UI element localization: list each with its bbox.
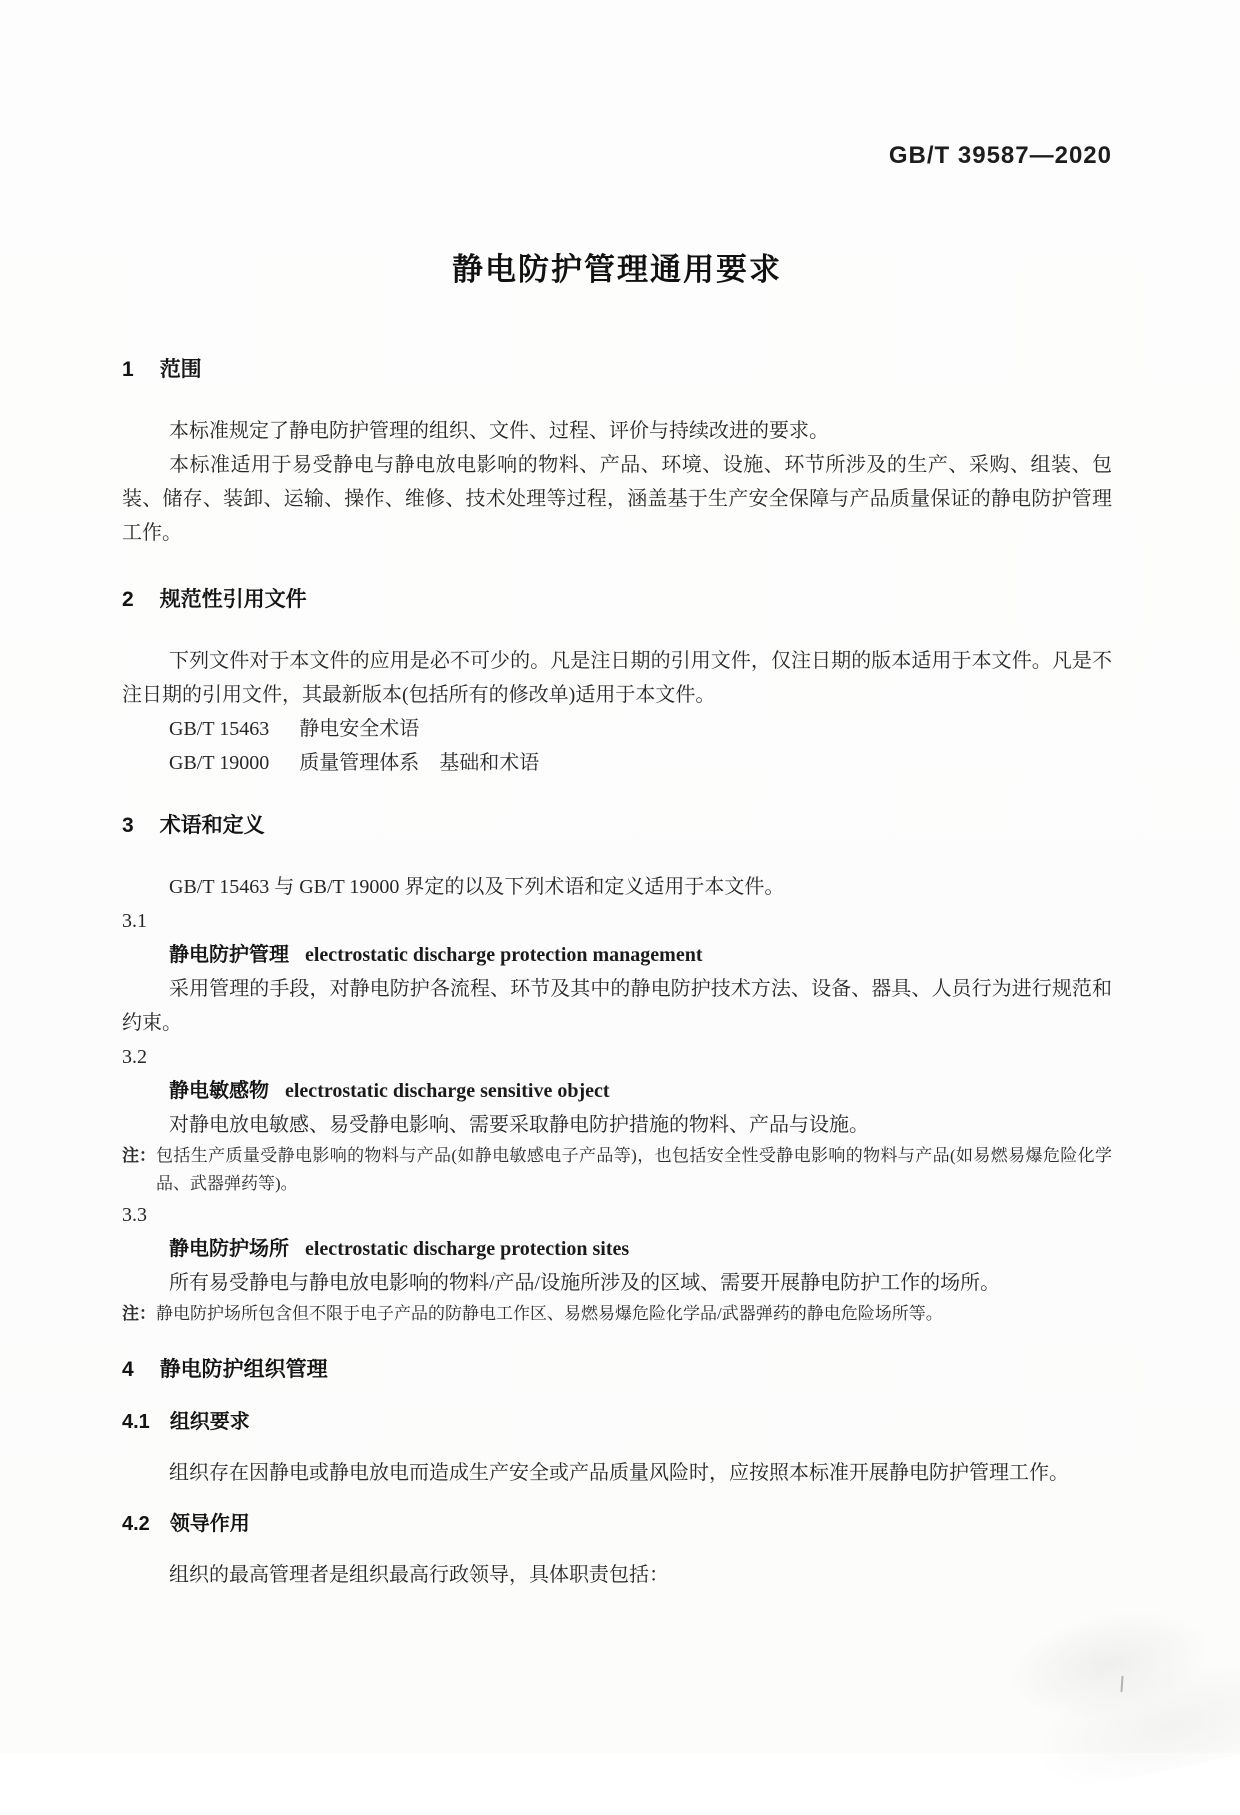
subclause-4-2-heading [122, 1510, 1112, 1538]
clause-2-intro: 下列文件对于本文件的应用是必不可少的。凡是注日期的引用文件，仅注日期的版本适用于本文件。凡是不注日期的引用文件，其最新版本(包括所有的修改单)适用于本文件。 [122, 650, 1112, 706]
term-id: 3.3 [122, 1204, 147, 1226]
term-id: 3.1 [122, 910, 147, 932]
scan-speck-artifact [1120, 1676, 1123, 1692]
clause-3-intro: GB/T 15463 与 GB/T 19000 界定的以及下列术语和定义适用于本文件。 [169, 876, 785, 898]
clause-1-title: 范围 [159, 358, 202, 381]
clause-3-heading [122, 812, 1112, 840]
term-zh: 静电敏感物 [169, 1080, 269, 1102]
clause-2-heading [122, 586, 1112, 614]
clause-1-paragraph-1: 本标准规定了静电防护管理的组织、文件、过程、评价与持续改进的要求。 [169, 420, 829, 442]
reference-code: GB/T 19000 [169, 752, 270, 774]
term-en: electrostatic discharge sensitive object [285, 1080, 610, 1102]
subclause-4-1-title: 组织要求 [169, 1411, 250, 1433]
subclause-4-2-title: 领导作用 [169, 1513, 250, 1535]
reference-code: GB/T 15463 [169, 718, 270, 740]
term-entry [122, 1074, 1112, 1108]
term-en: electrostatic discharge protection sites [305, 1238, 630, 1260]
term-id: 3.2 [122, 1046, 147, 1068]
subclause-4-2-number: 4.2 [122, 1513, 150, 1535]
page-content [122, 0, 1112, 1592]
term-zh: 静电防护场所 [169, 1238, 289, 1260]
reference-title: 静电安全术语 [299, 718, 420, 740]
subclause-4-1-paragraph: 组织存在因静电或静电放电而造成生产安全或产品质量风险时，应按照本标准开展静电防护管理工作。 [169, 1462, 1069, 1484]
clause-3-title: 术语和定义 [159, 814, 265, 837]
clause-4-number: 4 [122, 1358, 134, 1381]
clause-1-number: 1 [122, 358, 134, 381]
normative-reference [122, 712, 1112, 746]
term-definition: 所有易受静电与静电放电影响的物料/产品/设施所涉及的区域、需要开展静电防护工作的场所。 [169, 1272, 1001, 1294]
clause-4-heading [122, 1356, 1112, 1384]
note-label: 注： [122, 1304, 156, 1323]
clause-2-title: 规范性引用文件 [159, 588, 307, 611]
note-text: 静电防护场所包含但不限于电子产品的防静电工作区、易燃易爆危险化学品/武器弹药的静电危险场所等。 [156, 1304, 943, 1323]
standard-code: GB/T 39587—2020 [888, 142, 1112, 169]
term-entry [122, 1232, 1112, 1266]
subclause-4-1-number: 4.1 [122, 1411, 150, 1433]
note-label: 注： [122, 1146, 156, 1165]
note-text: 包括生产质量受静电影响的物料与产品(如静电敏感电子产品等)，也包括安全性受静电影响的物料与产品(如易燃易爆危险化学品、武器弹药等)。 [156, 1146, 1112, 1193]
term-definition: 采用管理的手段，对静电防护各流程、环节及其中的静电防护技术方法、设备、器具、人员行为进行规范和约束。 [122, 978, 1112, 1034]
clause-3-number: 3 [122, 814, 134, 837]
term-en: electrostatic discharge protection management [305, 944, 703, 966]
term-definition: 对静电放电敏感、易受静电影响、需要采取静电防护措施的物料、产品与设施。 [169, 1114, 869, 1136]
clause-2-number: 2 [122, 588, 134, 611]
subclause-4-2-paragraph: 组织的最高管理者是组织最高行政领导，具体职责包括： [169, 1564, 669, 1586]
clause-1-heading [122, 356, 1112, 384]
term-note [122, 1142, 1112, 1198]
term-zh: 静电防护管理 [169, 944, 289, 966]
term-note [122, 1300, 1112, 1328]
document-title: 静电防护管理通用要求 [452, 252, 782, 287]
subclause-4-1-heading [122, 1408, 1112, 1436]
term-entry [122, 938, 1112, 972]
normative-reference [122, 746, 1112, 780]
clause-1-paragraph-2: 本标准适用于易受静电与静电放电影响的物料、产品、环境、设施、环节所涉及的生产、采购、组装、包装、储存、装卸、运输、操作、维修、技术处理等过程，涵盖基于生产安全保障与产品质量保证的静电防护管理工作。 [122, 454, 1112, 544]
clause-4-title: 静电防护组织管理 [159, 1358, 328, 1381]
reference-title: 质量管理体系 基础和术语 [299, 752, 540, 774]
